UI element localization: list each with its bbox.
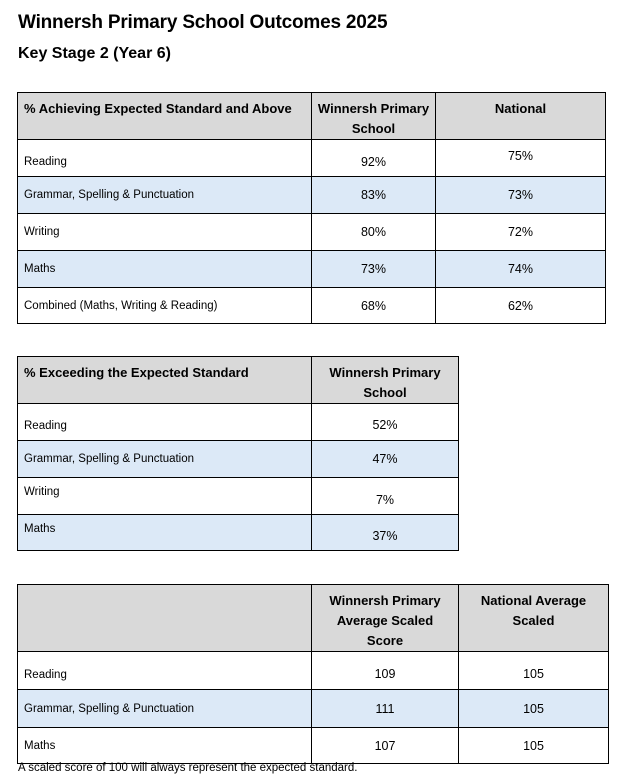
- row-school-value: 47%: [312, 441, 459, 478]
- row-school-value: 80%: [312, 214, 436, 251]
- row-national-value: 74%: [436, 251, 606, 288]
- row-subject: Combined (Maths, Writing & Reading): [18, 288, 312, 324]
- table-row: [18, 441, 459, 478]
- row-national-value: 75%: [436, 140, 606, 177]
- scaled-score-table: [17, 584, 609, 764]
- row-school-value: 111: [312, 690, 459, 728]
- row-national-value: 73%: [436, 177, 606, 214]
- row-school-value: 37%: [312, 515, 459, 551]
- row-school-value: 52%: [312, 404, 459, 441]
- row-school-value: 83%: [312, 177, 436, 214]
- table-row: [18, 214, 606, 251]
- column-header-measure: % Achieving Expected Standard and Above: [18, 93, 312, 140]
- table-row: [18, 177, 606, 214]
- column-header-measure: % Exceeding the Expected Standard: [18, 357, 312, 404]
- row-national-value: 62%: [436, 288, 606, 324]
- column-header-school: Winnersh Primary Average Scaled Score: [312, 585, 459, 652]
- footnote: A scaled score of 100 will always represent the expected standard.: [18, 762, 358, 774]
- column-header-school: Winnersh Primary School: [312, 93, 436, 140]
- row-subject: Reading: [18, 140, 312, 177]
- row-national-value: 105: [459, 652, 609, 690]
- row-subject: Reading: [18, 652, 312, 690]
- expected-standard-table: [17, 92, 606, 324]
- row-subject: Writing: [18, 214, 312, 251]
- table-header-row: [18, 585, 609, 652]
- row-subject: Grammar, Spelling & Punctuation: [18, 441, 312, 478]
- row-subject: Maths: [18, 251, 312, 288]
- row-subject: Maths: [18, 515, 312, 551]
- table-header-row: [18, 357, 459, 404]
- row-subject: Writing: [18, 478, 312, 515]
- table-row: [18, 728, 609, 764]
- page-title: Winnersh Primary School Outcomes 2025: [18, 12, 388, 33]
- row-school-value: 68%: [312, 288, 436, 324]
- row-subject: Maths: [18, 728, 312, 764]
- page-subtitle: Key Stage 2 (Year 6): [18, 45, 171, 62]
- table-row: [18, 515, 459, 551]
- row-national-value: 105: [459, 690, 609, 728]
- row-school-value: 109: [312, 652, 459, 690]
- row-subject: Grammar, Spelling & Punctuation: [18, 177, 312, 214]
- table-row: [18, 288, 606, 324]
- row-national-value: 72%: [436, 214, 606, 251]
- table-header-row: [18, 93, 606, 140]
- row-school-value: 73%: [312, 251, 436, 288]
- row-school-value: 107: [312, 728, 459, 764]
- column-header-national: National: [436, 93, 606, 140]
- column-header-school: Winnersh Primary School: [312, 357, 459, 404]
- column-header-subject: [18, 585, 312, 652]
- row-school-value: 92%: [312, 140, 436, 177]
- row-subject: Grammar, Spelling & Punctuation: [18, 690, 312, 728]
- column-header-national: National Average Scaled: [459, 585, 609, 652]
- row-national-value: 105: [459, 728, 609, 764]
- row-school-value: 7%: [312, 478, 459, 515]
- table-row: [18, 251, 606, 288]
- table-row: [18, 652, 609, 690]
- table-row: [18, 690, 609, 728]
- exceeding-standard-table: [17, 356, 459, 551]
- table-row: [18, 140, 606, 177]
- row-subject: Reading: [18, 404, 312, 441]
- table-row: [18, 404, 459, 441]
- table-row: [18, 478, 459, 515]
